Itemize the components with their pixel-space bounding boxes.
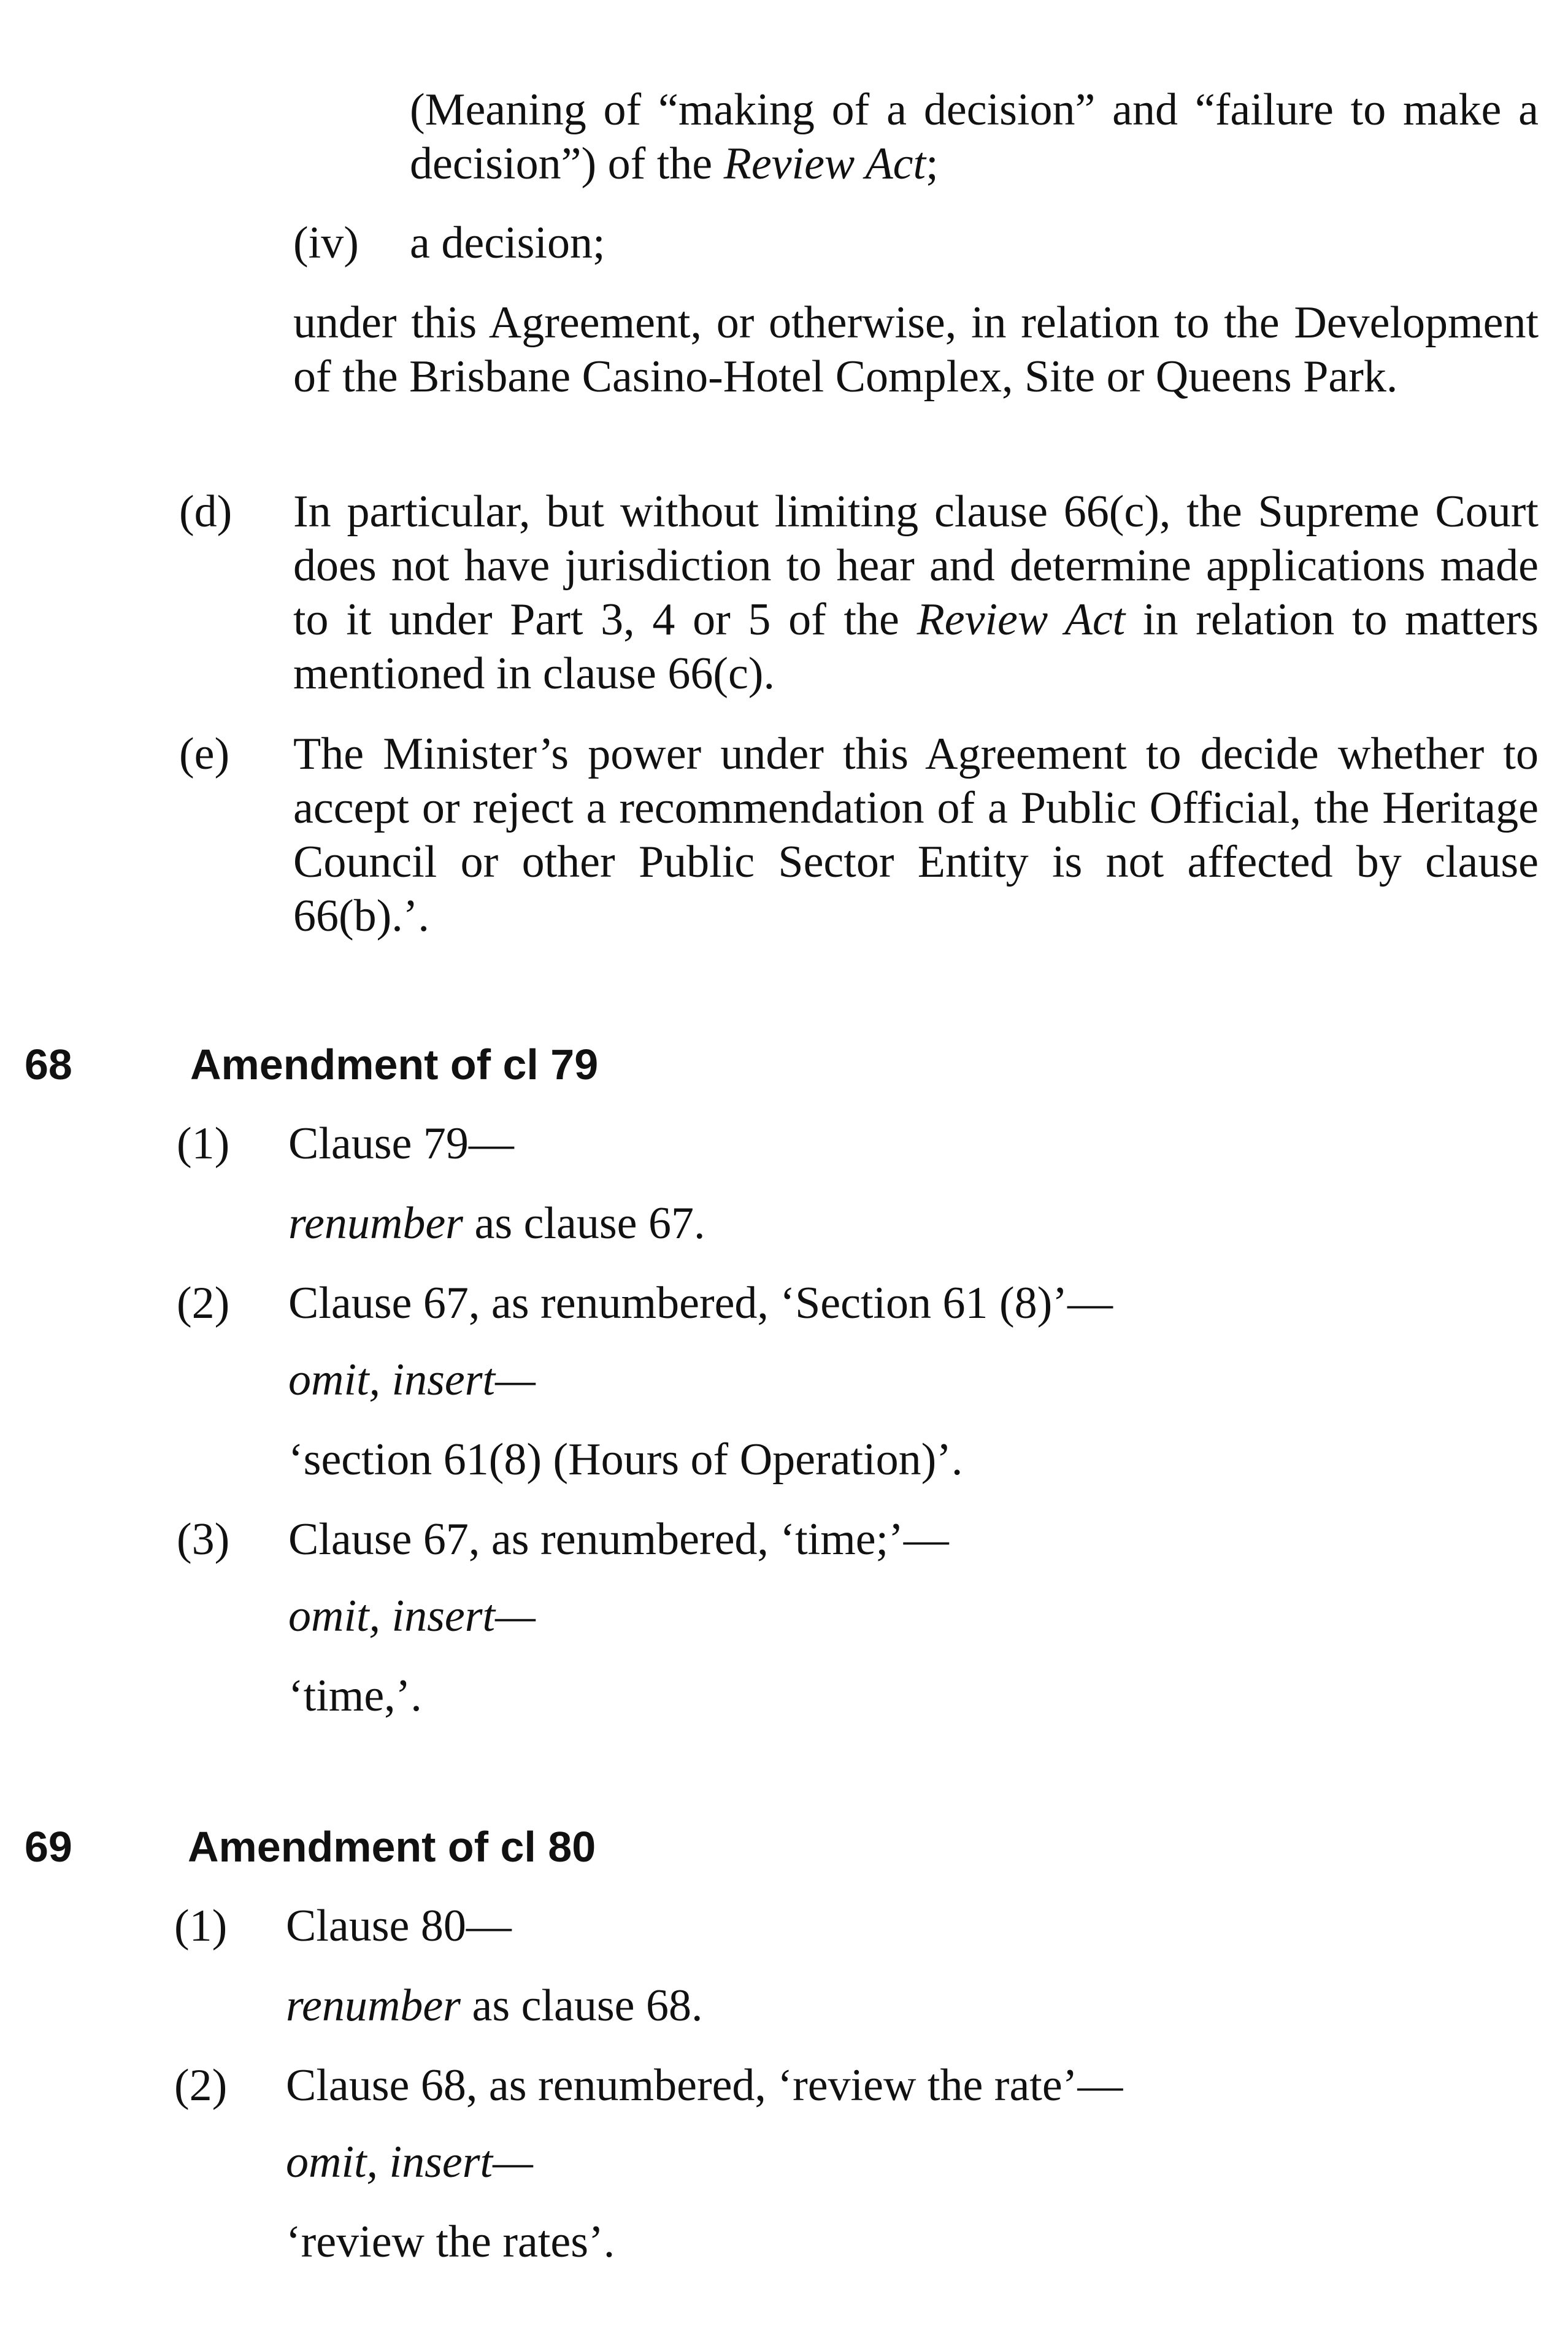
sec68-item2-quote: ‘section 61(8) (Hours of Operation)’. — [288, 1434, 963, 1485]
para-d-text-part1: In particular, but without limiting clause 66(c), the Supreme Court does not have jurisdiction to hear and determine applications made to it under Part 3, 4 or 5 of the — [293, 487, 1539, 645]
sec69-item1-instr-italic: renumber — [286, 1981, 461, 2031]
para-d-label: (d) — [179, 487, 233, 537]
subpara-iv-text: a decision; — [410, 218, 605, 268]
section-69-heading: Amendment of cl 80 — [188, 1823, 596, 1871]
sec68-item3-label: (3) — [177, 1514, 230, 1565]
under-agreement-text: under this Agreement, or otherwise, in relation to the Development of the Brisbane Casino-Hotel Complex, Site or Queens Park. — [293, 298, 1539, 402]
sec68-item3-text: Clause 67, as renumbered, ‘time;’— — [288, 1514, 949, 1565]
para-e-label: (e) — [179, 729, 230, 779]
sec69-item2-text: Clause 68, as renumbered, ‘review the rate’— — [286, 2060, 1123, 2111]
sec68-item2-text: Clause 67, as renumbered, ‘Section 61 (8)’— — [288, 1278, 1113, 1328]
continuation-text — [410, 83, 1539, 191]
para-d-text-part2: in relation to matters mentioned in clause 66(c). — [293, 595, 1539, 699]
section-68-heading: Amendment of cl 79 — [190, 1041, 599, 1088]
section-69-number: 69 — [25, 1823, 72, 1871]
sec68-item3-instruction: omit, insert— — [288, 1591, 536, 1641]
continuation-text-part: (Meaning of “making of a decision” and “failure to make a decision”) of the — [410, 85, 1539, 189]
sec68-item2-instruction: omit, insert— — [288, 1355, 536, 1405]
sec68-item1-text: Clause 79— — [288, 1119, 514, 1169]
sec69-item2-label: (2) — [174, 2060, 228, 2111]
sec68-item3-quote: ‘time,’. — [288, 1671, 422, 1721]
sec68-item2-label: (2) — [177, 1278, 230, 1328]
para-d-review-act-italic: Review Act — [917, 595, 1126, 645]
continuation-end: ; — [926, 139, 939, 189]
sec68-item1-label: (1) — [177, 1119, 230, 1169]
sec69-item1-instr-rest: as clause 68. — [460, 1981, 703, 2031]
sec69-item1-instruction — [286, 1979, 703, 2033]
sec68-item1-instruction — [288, 1196, 705, 1250]
sec69-item1-label: (1) — [174, 1901, 228, 1951]
review-act-italic: Review Act — [723, 139, 926, 189]
para-e-text: The Minister’s power under this Agreement to decide whether to accept or reject a recommendation of a Public Official, the Heritage Council or other Public Sector Entity is not affected by clause 66(b).’. — [293, 729, 1539, 941]
sec69-item2-instruction: omit, insert— — [286, 2137, 533, 2187]
sec69-item2-quote: ‘review the rates’. — [286, 2217, 615, 2267]
sec68-item1-instr-italic: renumber — [288, 1198, 463, 1249]
sec69-item1-text: Clause 80— — [286, 1901, 512, 1951]
sec68-item1-instr-rest: as clause 67. — [463, 1198, 705, 1249]
section-68-number: 68 — [25, 1041, 72, 1088]
para-d-text — [293, 485, 1539, 701]
subpara-iv-label: (iv) — [293, 218, 359, 268]
